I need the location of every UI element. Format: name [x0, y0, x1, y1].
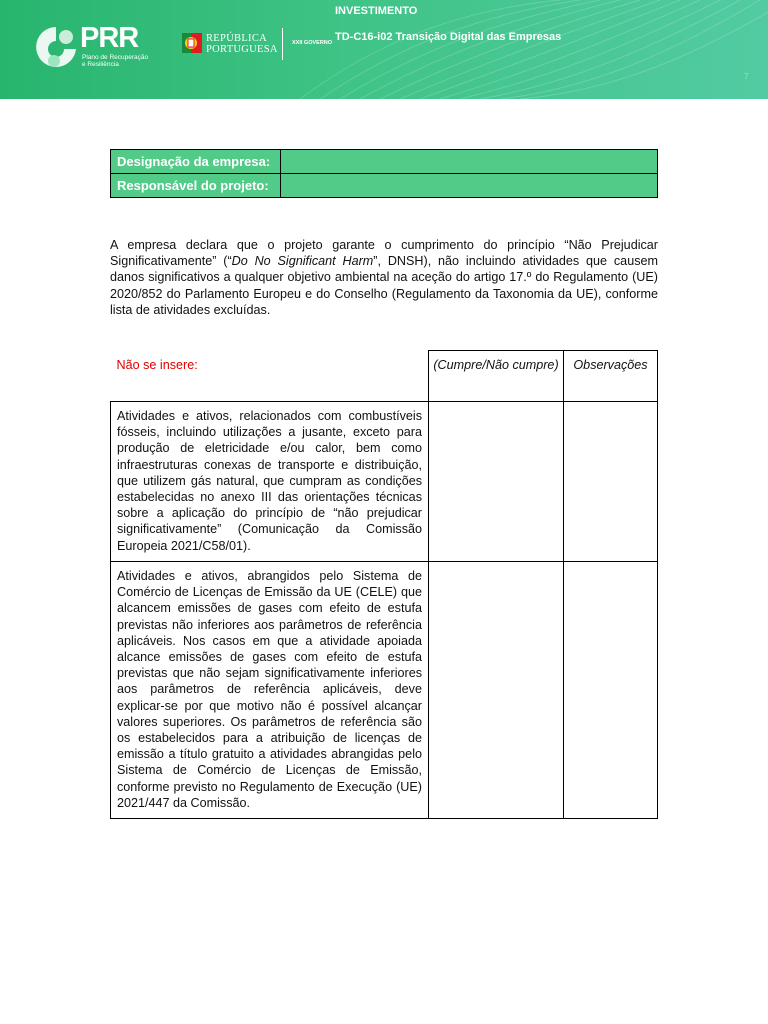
- not-included-label: [111, 351, 429, 402]
- compliance-cell-cele[interactable]: [429, 562, 564, 819]
- investment-title: TD-C16-i02 Transição Digital das Empresas: [335, 31, 562, 43]
- compliance-cell-fossil[interactable]: [429, 402, 564, 562]
- company-row: [111, 150, 658, 174]
- notes-cell-fossil[interactable]: [564, 402, 658, 562]
- criteria-row-fossil: [111, 402, 658, 562]
- logo-separator: [282, 28, 283, 60]
- company-info-table: [110, 149, 658, 198]
- republic-line2: PORTUGUESA: [206, 44, 278, 55]
- republic-line1: REPÚBLICA: [206, 33, 268, 44]
- company-field[interactable]: [281, 150, 658, 174]
- prr-logo-icon: [34, 25, 78, 73]
- criteria-text-cele: Atividades e ativos, abrangidos pelo Sistema de Comércio de Licenças de Emissão da UE (CELE) que alcancem emissões de gases com efeito de estufa previstas não inferiores aos parâmetros de referência aplicáveis. Nos casos em que a atividade apoiada alcance emissões de gases com efeito de estufa previstas que não sejam significativamente inferiores aos parâmetros de referência aplicáveis, deve explicar-se por que motivo não é possível alcançar valores superiores. Os parâmetros de referência são os estabelecidos para a atribuição de licenças de emissão a título gratuito a atividades abrangidas pelo Sistema de Comércio de Licenças de Emissão, conforme previsto no Regulamento de Execução (UE) 2021/447 da Comissão.: [111, 562, 429, 819]
- compliance-column-header: (Cumpre/Não cumpre): [429, 351, 564, 402]
- declaration-part2: ”, DNSH), não incluindo atividades que causem danos significativos a qualquer objetivo ambiental na aceção do artigo 17.º do Regulamento (UE) 2020/852 do Parlamento Europeu e do Conselho (Regulamento da Taxonomia da UE), conforme lista de atividades excluídas.: [110, 254, 658, 318]
- declaration-italic: Do No Significant Harm: [231, 254, 374, 268]
- manager-field[interactable]: [281, 174, 658, 198]
- criteria-row-cele: [111, 562, 658, 819]
- declaration-paragraph: [110, 237, 658, 319]
- notes-cell-cele[interactable]: [564, 562, 658, 819]
- criteria-header-row: [111, 351, 658, 402]
- republic-text: [206, 33, 278, 55]
- criteria-text-fossil: Atividades e ativos, relacionados com combustíveis fósseis, incluindo utilizações a jusante, exceto para produção de eletricidade e/ou calor, bem como infraestruturas conexas de transporte e distribuição, que utilizem gás natural, que cumpram as condições estabelecidas no anexo III das orientações técnicas sobre a aplicação do princípio de “não prejudicar significativamente” (Comunicação da Comissão Europeia 2021/C58/01).: [111, 402, 429, 562]
- manager-row: [111, 174, 658, 198]
- company-label: Designação da empresa:: [111, 150, 281, 174]
- not-included-text: Não se insere:: [116, 357, 198, 372]
- criteria-table: [110, 350, 658, 819]
- section-title: INVESTIMENTO: [335, 5, 418, 17]
- notes-column-header: Observações: [564, 351, 658, 402]
- declaration-part1: A empresa declara que o projeto garante o cumprimento do princípio “Não Prejudicar Significativamente” (“: [110, 237, 658, 268]
- page-number: 7: [744, 72, 749, 81]
- republic-emblem-icon: [182, 31, 202, 57]
- manager-label: Responsável do projeto:: [111, 174, 281, 198]
- header-banner: [0, 0, 768, 99]
- government-label: XXII GOVERNO: [292, 40, 333, 46]
- prr-logo-text: PRR: [80, 22, 139, 54]
- prr-logo-subtitle: Plano de Recuperação e Resiliência: [82, 54, 149, 68]
